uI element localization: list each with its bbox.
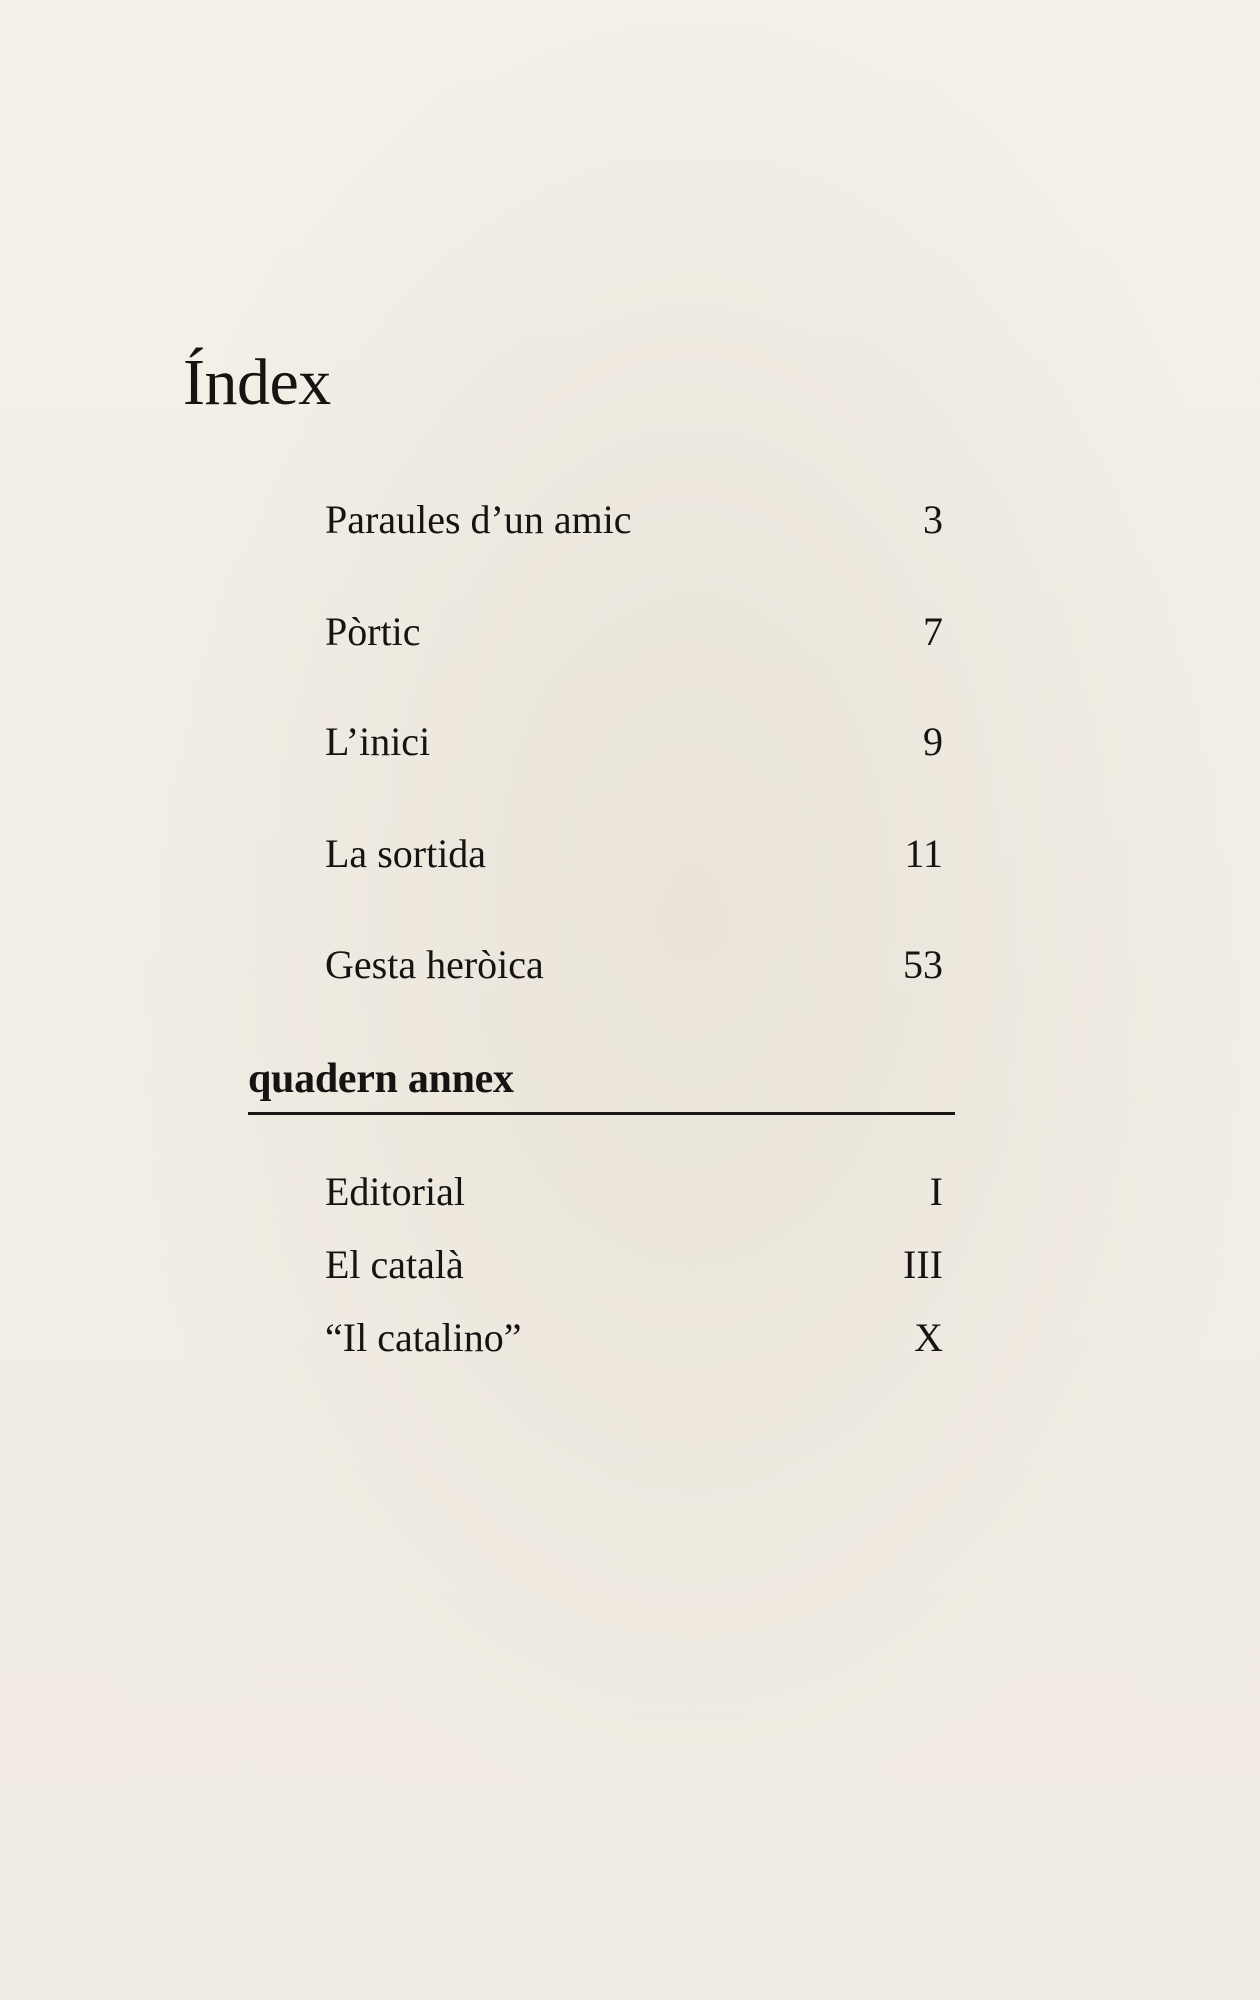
index-entry-label: La sortida [325,831,487,876]
annex-heading: quadern annex [248,1056,514,1102]
index-entry-page: 11 [904,831,943,876]
index-entry-label: Paraules d’un amic [325,497,632,542]
annex-entry-page: III [903,1242,943,1287]
annex-divider [248,1112,955,1115]
index-entry-page: 9 [923,719,943,764]
annex-entry-page: I [929,1169,943,1214]
index-entry-page: 3 [923,497,943,542]
index-entry-label: Pòrtic [325,609,421,654]
index-entry-label: L’inici [325,719,431,764]
annex-entry-label: “Il catalino” [325,1315,522,1360]
index-entry-page: 53 [903,942,943,987]
annex-entry-label: El català [325,1242,464,1287]
index-title: Índex [183,346,331,419]
annex-entry-label: Editorial [325,1169,465,1214]
annex-entry-page: X [914,1315,943,1360]
index-entry-page: 7 [923,609,943,654]
index-entry-label: Gesta heròica [325,942,544,987]
